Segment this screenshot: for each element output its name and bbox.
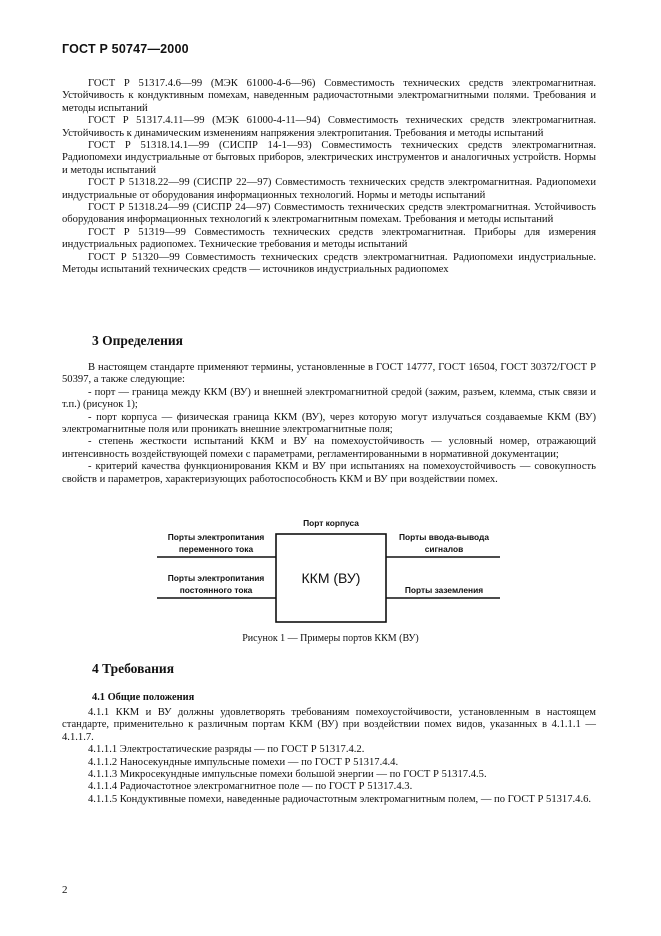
subsection-4-1-title: 4.1 Общие положения: [92, 692, 195, 703]
definitions: [62, 362, 596, 486]
reference-item: ГОСТ Р 51317.4.11—99 (МЭК 61000-4-11—94) Совместимость технических средств электромагнитная. Устойчивость к динамическим изменениям напряжения электропитания. Требования и методы испытаний: [62, 115, 596, 139]
section-3-title: 3 Определения: [92, 333, 183, 348]
label-ac-power-1: Порты электропитания: [167, 532, 265, 542]
requirement-item: 4.1.1.3 Микросекундные импульсные помехи большой энергии — по ГОСТ Р 51317.4.5.: [88, 769, 487, 781]
reference-item: ГОСТ Р 51320—99 Совместимость технических средств электромагнитная. Радиопомехи индустриальные. Методы испытаний технических средств — источников индустриальных радиопомех: [62, 251, 596, 276]
reference-item: ГОСТ Р 51318.14.1—99 (СИСПР 14-1—93) Совместимость технических средств электромагнитная. Радиопомехи индустриальные от бытовых приборов, электрических инструментов и аналогичных устройств. Нормы и методы испытаний: [62, 140, 596, 176]
label-ac-power-2: переменного тока: [178, 544, 254, 554]
requirement-item: 4.1.1 ККМ и ВУ должны удовлетворять требованиям помехоустойчивости, установленным в настоящем стандарте, применительно к различным портам ККМ (ВУ) при воздействии помех видов, указанных в 4.1.1.1 — 4.1.1.7.: [62, 707, 596, 743]
reference-item: ГОСТ Р 51319—99 Совместимость технических средств электромагнитная. Приборы для измерения индустриальных радиопомех. Технические требования и методы испытаний: [62, 226, 596, 251]
ports-diagram: [0, 510, 661, 650]
requirements: [62, 707, 596, 806]
definition-item: - степень жесткости испытаний ККМ и ВУ на помехоустойчивость — условный номер, отражающий интенсивность воздействующей помехи с параметрами, регламентированными в нормативной документации;: [62, 436, 596, 460]
label-io-signals-2: сигналов: [424, 544, 464, 554]
document-header: ГОСТ Р 50747—2000: [62, 42, 189, 56]
definition-item: - порт — граница между ККМ (ВУ) и внешней электромагнитной средой (зажим, разъем, клемма, стык связи и т.п.) (рисунок 1);: [62, 386, 596, 411]
reference-item: ГОСТ Р 51317.4.6—99 (МЭК 61000-4-6—96) Совместимость технических средств электромагнитная. Устойчивость к кондуктивным помехам, наведенным радиочастотными электромагнитными полями. Требования и методы испытаний: [62, 78, 596, 114]
label-ground: Порты заземления: [404, 585, 484, 595]
label-dc-power-2: постоянного тока: [179, 585, 253, 595]
normative-references: [62, 78, 596, 277]
page-number: 2: [62, 884, 68, 896]
requirement-item: 4.1.1.2 Наносекундные импульсные помехи — по ГОСТ Р 51317.4.4.: [88, 756, 399, 768]
figure-caption: Рисунок 1 — Примеры портов ККМ (ВУ): [242, 633, 419, 644]
reference-item: ГОСТ Р 51318.22—99 (СИСПР 22—97) Совместимость технических средств электромагнитная. Радиопомехи индустриальные от оборудования информационных технологий. Нормы и методы испытаний: [62, 177, 596, 201]
definitions-intro: В настоящем стандарте применяют термины, установленные в ГОСТ 14777, ГОСТ 16504, ГОСТ 30372/ГОСТ Р 50397, а также следующие:: [62, 362, 596, 386]
requirement-item: 4.1.1.5 Кондуктивные помехи, наведенные радиочастотным электромагнитным полем, — по ГОСТ Р 51317.4.6.: [88, 793, 592, 805]
label-enclosure-port: Порт корпуса: [303, 518, 359, 528]
requirement-item: 4.1.1.4 Радиочастотное электромагнитное поле — по ГОСТ Р 51317.4.3.: [88, 781, 413, 793]
requirement-item: 4.1.1.1 Электростатические разряды — по ГОСТ Р 51317.4.2.: [88, 744, 365, 756]
reference-item: ГОСТ Р 51318.24—99 (СИСПР 24—97) Совместимость технических средств электромагнитная. Устойчивость оборудования информационных технологий к электромагнитным помехам. Требования и методы испытаний: [62, 202, 596, 226]
label-dc-power-1: Порты электропитания: [167, 573, 265, 583]
section-4-title: 4 Требования: [92, 661, 175, 676]
label-io-signals-1: Порты ввода-вывода: [399, 532, 489, 542]
definition-item: - критерий качества функционирования ККМ и ВУ при испытаниях на помехоустойчивость — совокупность свойств и параметров, характеризующих работоспособность ККМ и ВУ при воздействии помех.: [62, 461, 596, 485]
definition-item: - порт корпуса — физическая граница ККМ (ВУ), через которую могут излучаться создаваемые ККМ (ВУ) электромагнитные поля или проникать внешние электромагнитные поля;: [62, 411, 596, 436]
box-label: ККМ (ВУ): [301, 570, 361, 586]
